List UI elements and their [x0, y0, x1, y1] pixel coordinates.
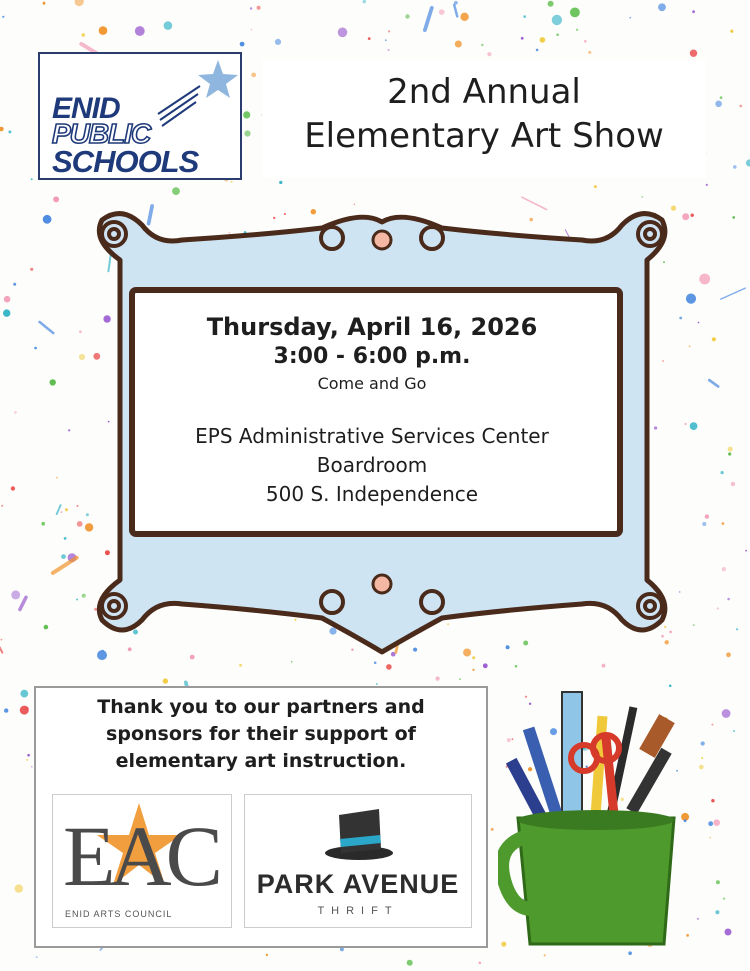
sponsor-thanks: [36, 694, 486, 775]
event-details: [136, 296, 608, 528]
title-line-2: Elementary Art Show: [304, 116, 664, 156]
event-note: Come and Go: [317, 374, 427, 393]
logo-line-schools: SCHOOLS: [52, 144, 199, 179]
enid-public-schools-logo: [38, 52, 242, 180]
location-line-3: 500 S. Independence: [265, 482, 479, 506]
enid-arts-council-logo: [52, 794, 232, 928]
park-avenue-thrift-logo: [244, 794, 472, 928]
thanks-line-2: sponsors for their support of: [106, 723, 416, 745]
logo-line-enid: ENID: [52, 92, 120, 125]
park-avenue-subtitle: THRIFT: [317, 905, 399, 917]
thanks-line-1: Thank you to our partners and: [97, 696, 425, 718]
top-hat-icon: [245, 795, 473, 875]
logo-line-public: PUBLIC: [52, 118, 151, 149]
park-avenue-name: PARK AVENUE: [256, 869, 460, 899]
eac-subtitle: ENID ARTS COUNCIL: [65, 909, 173, 919]
art-supplies-mug-icon: [498, 686, 728, 956]
sponsors-panel: [34, 686, 488, 948]
event-time: 3:00 - 6:00 p.m.: [273, 344, 471, 369]
thanks-line-3: elementary art instruction.: [115, 750, 407, 772]
location-line-2: Boardroom: [316, 453, 428, 477]
location-line-1: EPS Administrative Services Center: [195, 424, 549, 448]
event-title: [262, 60, 706, 178]
title-line-1: 2nd Annual: [387, 72, 581, 112]
event-date: Thursday, April 16, 2026: [206, 313, 538, 341]
eac-letters: EAC: [63, 808, 217, 904]
